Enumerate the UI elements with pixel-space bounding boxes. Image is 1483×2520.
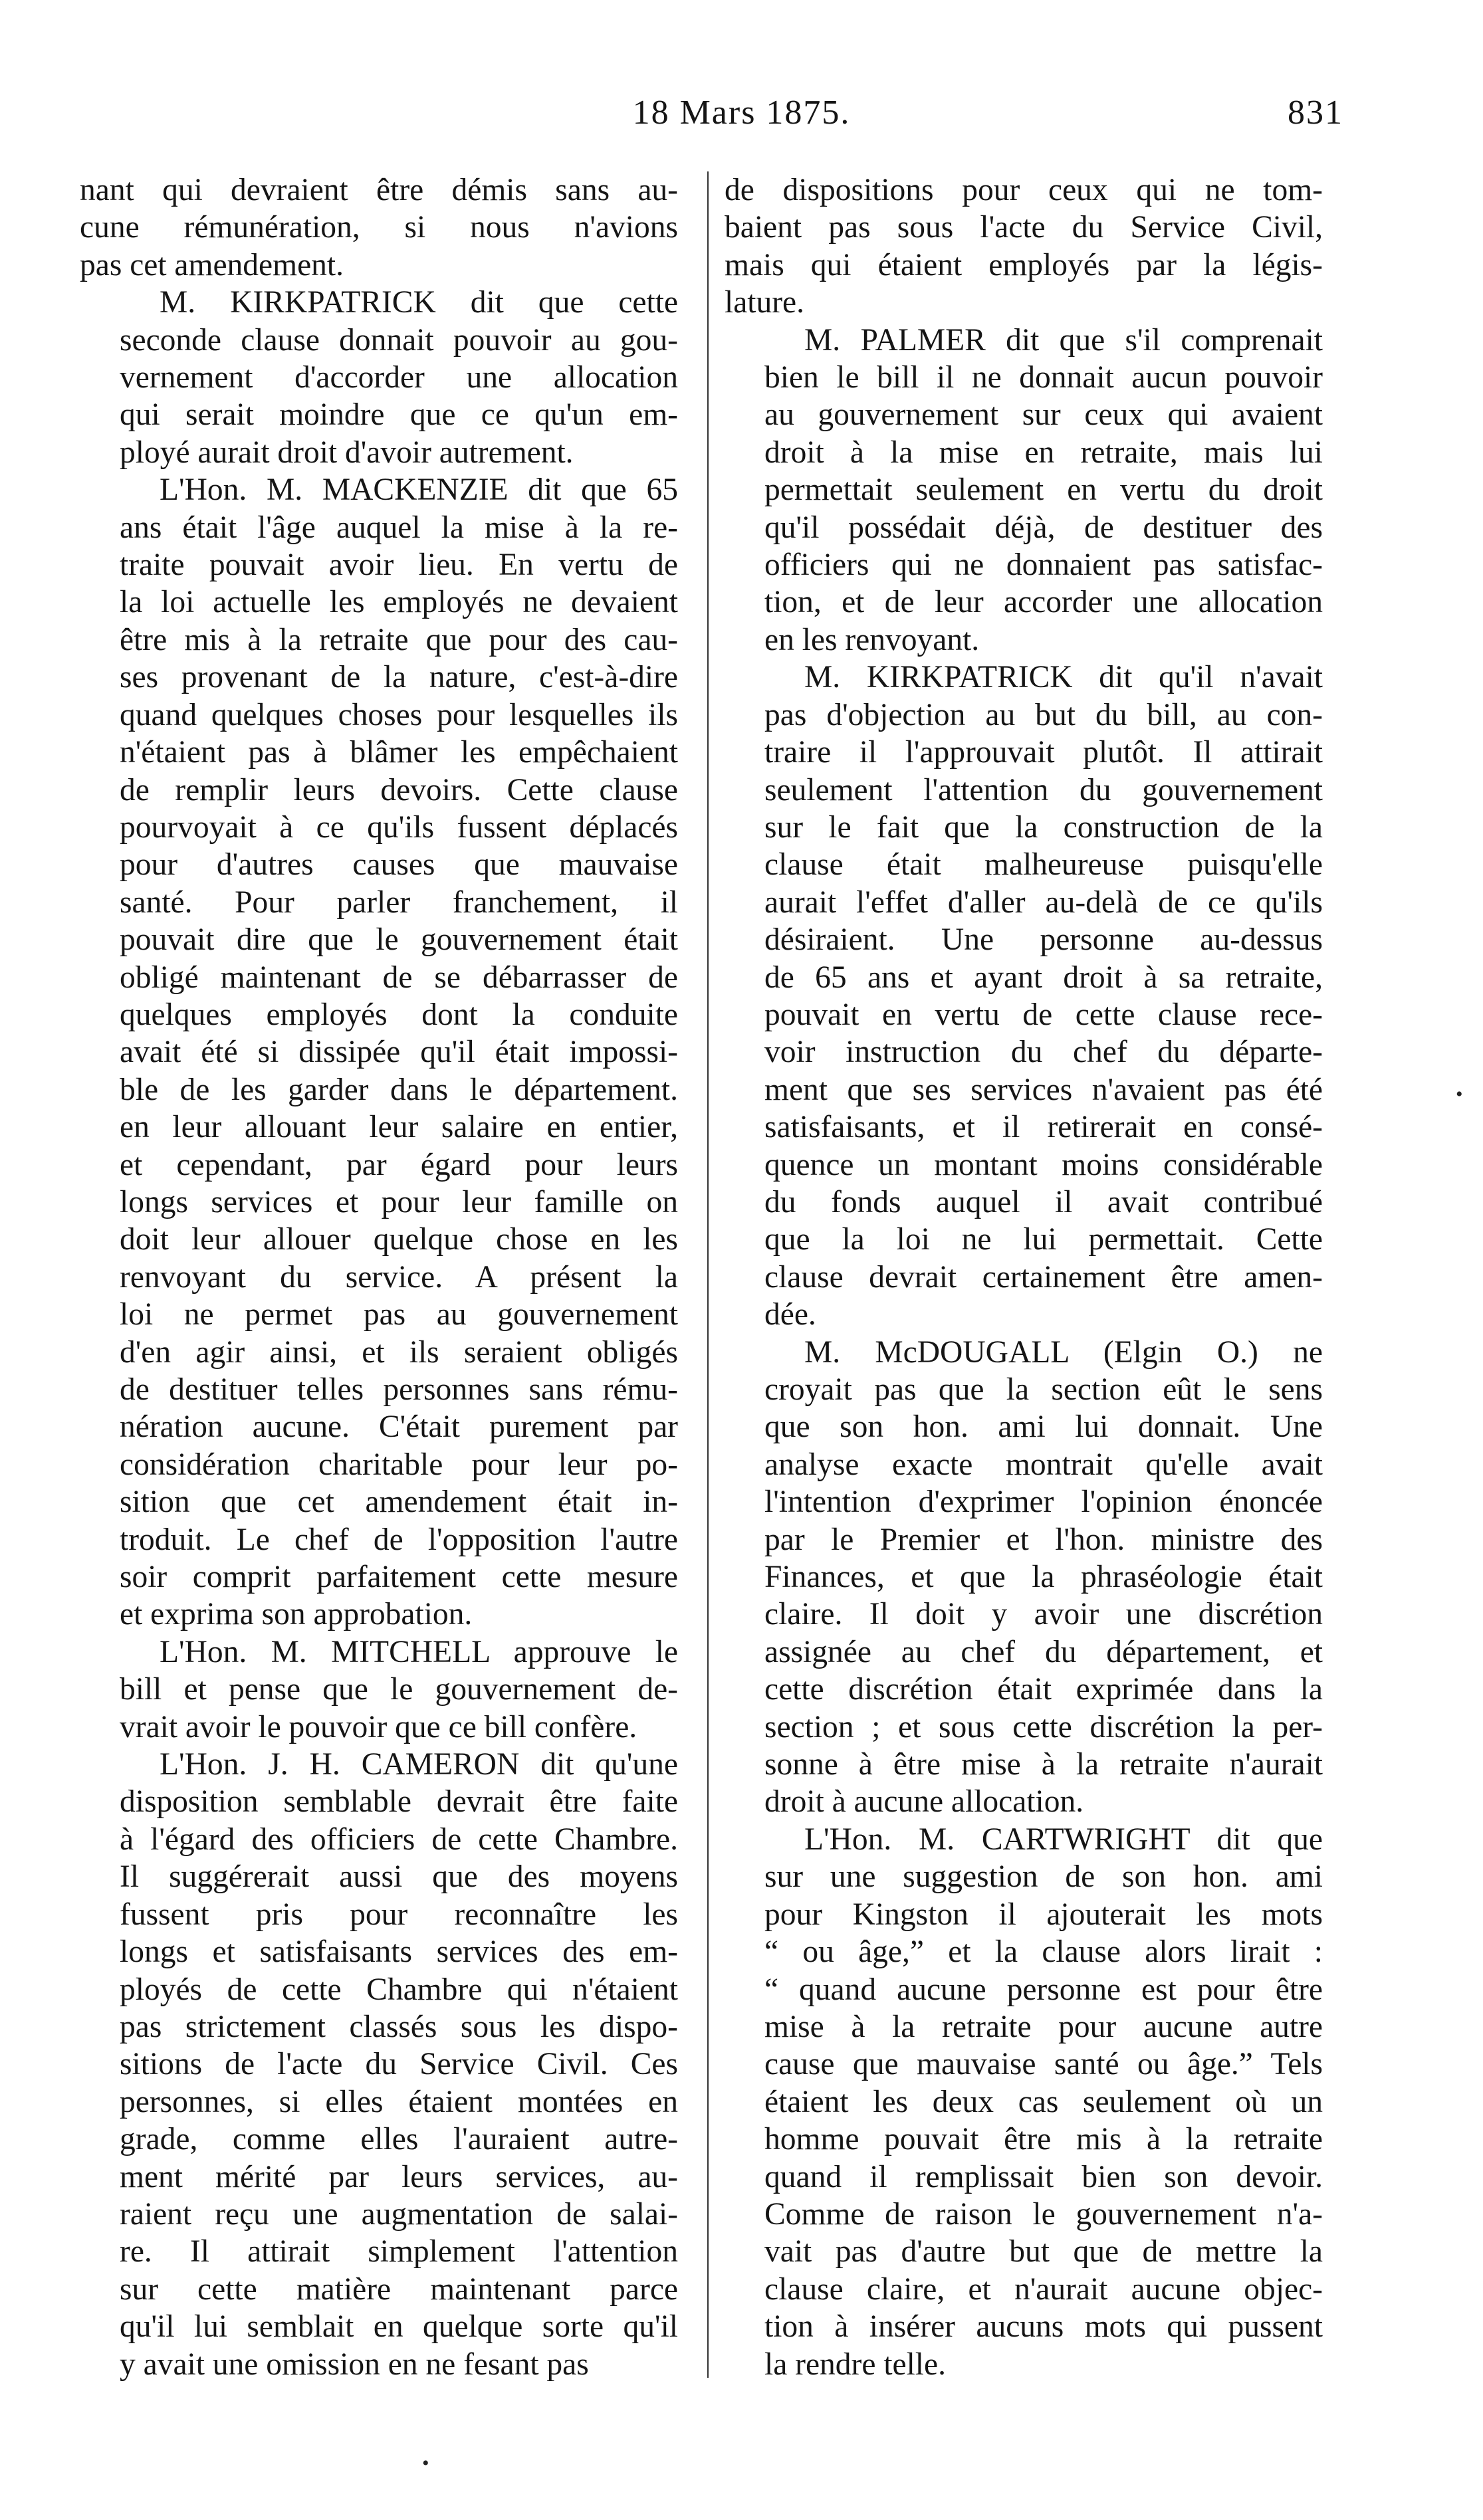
paragraph xyxy=(725,1334,1323,1821)
text-line: que son hon. ami lui donnait. Une xyxy=(764,1410,1323,1445)
text-line: l'intention d'exprimer l'opinion énoncée xyxy=(764,1485,1323,1520)
text-line: nération aucune. C'était purement par xyxy=(120,1410,678,1445)
text-line: lature. xyxy=(725,285,805,320)
text-line: soir comprit parfaitement cette mesure xyxy=(120,1560,678,1595)
left-column xyxy=(80,171,678,2383)
text-line: pour Kingston il ajouterait les mots xyxy=(764,1897,1323,1932)
text-line: d'en agir ainsi, et ils seraient obligés xyxy=(120,1334,678,1370)
text-line: traite pouvait avoir lieu. En vertu de xyxy=(120,548,678,583)
text-line: nant qui devraient être démis sans au- xyxy=(80,173,678,207)
paragraph xyxy=(80,284,678,471)
text-line: troduit. Le chef de l'opposition l'autre xyxy=(120,1522,678,1557)
text-line: santé. Pour parler franchement, il xyxy=(120,885,678,920)
text-line: à l'égard des officiers de cette Chambre. xyxy=(120,1822,678,1857)
text-line: au gouvernement sur ceux qui avaient xyxy=(764,397,1323,433)
text-line: sur une suggestion de son hon. ami xyxy=(764,1859,1323,1895)
text-line: re. Il attirait simplement l'attention xyxy=(120,2234,678,2269)
text-line: être mis à la retraite que pour des cau- xyxy=(120,622,678,657)
paragraph xyxy=(80,471,678,1633)
text-line: L'Hon. M. CARTWRIGHT dit que xyxy=(804,1822,1323,1857)
text-line: quand quelques choses pour lesquelles ils xyxy=(120,697,678,732)
text-line: par le Premier et l'hon. ministre des xyxy=(764,1522,1323,1557)
page-number: 831 xyxy=(1288,94,1343,132)
text-line: raient reçu une augmentation de salai- xyxy=(120,2196,678,2232)
text-line: et exprima son approbation. xyxy=(120,1597,473,1632)
text-line: de 65 ans et ayant droit à sa retraite, xyxy=(764,960,1323,995)
text-line: pas d'objection au but du bill, au con- xyxy=(764,697,1323,732)
paragraph xyxy=(725,171,1323,322)
text-line: dée. xyxy=(764,1297,816,1332)
text-line: qu'il possédait déjà, de destituer des xyxy=(764,510,1323,545)
text-line: la rendre telle. xyxy=(764,2347,946,2382)
text-line: “ quand aucune personne est pour être xyxy=(764,1972,1323,2007)
text-line: ses provenant de la nature, c'est-à-dire xyxy=(120,660,678,695)
text-line: analyse exacte montrait qu'elle avait xyxy=(764,1447,1323,1482)
right-column xyxy=(725,171,1323,2383)
text-line: en les renvoyant. xyxy=(764,622,980,657)
text-line: pour d'autres causes que mauvaise xyxy=(120,847,678,883)
paragraph xyxy=(80,1633,678,1746)
text-line: aurait l'effet d'aller au-delà de ce qu'ils xyxy=(764,885,1323,920)
text-line: obligé maintenant de se débarrasser de xyxy=(120,960,678,995)
text-line: désiraient. Une personne au-dessus xyxy=(764,922,1323,958)
text-line: cause que mauvaise santé ou âge.” Tels xyxy=(764,2047,1323,2082)
text-line: vernement d'accorder une allocation xyxy=(120,360,678,395)
text-line: personnes, si elles étaient montées en xyxy=(120,2084,678,2119)
text-line: clause claire, et n'aurait aucune objec- xyxy=(764,2271,1323,2307)
text-line: L'Hon. M. MACKENZIE dit que 65 xyxy=(160,472,678,508)
text-line: M. PALMER dit que s'il comprenait xyxy=(804,322,1323,358)
text-line: seconde clause donnait pouvoir au gou- xyxy=(120,322,678,358)
text-line: ble de les garder dans le département. xyxy=(120,1072,678,1107)
text-line: assignée au chef du département, et xyxy=(764,1634,1323,1669)
text-line: tion, et de leur accorder une allocation xyxy=(764,585,1323,620)
text-line: pouvait en vertu de cette clause rece- xyxy=(764,997,1323,1032)
text-line: la loi actuelle les employés ne devaient xyxy=(120,585,678,620)
text-line: y avait une omission en ne fesant pas xyxy=(120,2347,589,2382)
paragraph xyxy=(80,1746,678,2383)
text-line: que la loi ne lui permettait. Cette xyxy=(764,1222,1323,1257)
text-line: de destituer telles personnes sans rému- xyxy=(120,1372,678,1407)
text-line: étaient les deux cas seulement où un xyxy=(764,2084,1323,2119)
text-line: longs et satisfaisants services des em- xyxy=(120,1935,678,1970)
text-line: M. McDOUGALL (Elgin O.) ne xyxy=(804,1334,1323,1370)
paragraph xyxy=(725,1821,1323,2383)
text-line: cune rémunération, si nous n'avions xyxy=(80,210,678,245)
text-line: cette discrétion était exprimée dans la xyxy=(764,1672,1323,1707)
text-line: satisfaisants, et il retirerait en consé- xyxy=(764,1110,1323,1145)
text-line: en leur allouant leur salaire en entier, xyxy=(120,1110,678,1145)
text-line: bien le bill il ne donnait aucun pouvoir xyxy=(764,360,1323,395)
text-line: M. KIRKPATRICK dit qu'il n'avait xyxy=(804,660,1323,695)
text-line: sitions de l'acte du Service Civil. Ces xyxy=(120,2047,678,2082)
text-line: L'Hon. M. MITCHELL approuve le xyxy=(160,1634,678,1669)
text-line: qui serait moindre que ce qu'un em- xyxy=(120,397,678,433)
paragraph xyxy=(725,659,1323,1333)
text-line: seulement l'attention du gouvernement xyxy=(764,772,1323,807)
text-line: loi ne permet pas au gouvernement xyxy=(120,1297,678,1332)
text-line: bill et pense que le gouvernement de- xyxy=(120,1672,678,1707)
text-line: sition que cet amendement était in- xyxy=(120,1485,678,1520)
text-line: croyait pas que la section eût le sens xyxy=(764,1372,1323,1407)
text-line: pouvait dire que le gouvernement était xyxy=(120,922,678,958)
text-line: quelques employés dont la conduite xyxy=(120,997,678,1032)
text-line: droit à la mise en retraite, mais lui xyxy=(764,435,1323,470)
text-line: doit leur allouer quelque chose en les xyxy=(120,1222,678,1257)
text-line: considération charitable pour leur po- xyxy=(120,1447,678,1482)
text-line: homme pouvait être mis à la retraite xyxy=(764,2122,1323,2157)
text-line: section ; et sous cette discrétion la per- xyxy=(764,1709,1323,1744)
text-line: grade, comme elles l'auraient autre- xyxy=(120,2122,678,2157)
text-line: ployés de cette Chambre qui n'étaient xyxy=(120,1972,678,2007)
text-line: Comme de raison le gouvernement n'a- xyxy=(764,2196,1323,2232)
text-line: pas cet amendement. xyxy=(80,247,344,282)
text-line: et cependant, par égard pour leurs xyxy=(120,1147,678,1182)
text-line: traire il l'approuvait plutôt. Il attirait xyxy=(764,735,1323,770)
paragraph xyxy=(725,322,1323,659)
text-line: n'étaient pas à blâmer les empêchaient xyxy=(120,735,678,770)
text-line: mais qui étaient employés par la légis- xyxy=(725,247,1323,282)
text-line: longs services et pour leur famille on xyxy=(120,1184,678,1219)
text-line: du fonds auquel il avait contribué xyxy=(764,1184,1323,1219)
text-line: vait pas d'autre but que de mettre la xyxy=(764,2234,1323,2269)
footer-dot: • xyxy=(422,2452,429,2474)
page-date: 18 Mars 1875. xyxy=(632,94,851,132)
text-line: clause devrait certainement être amen- xyxy=(764,1259,1323,1295)
text-line: ployé aurait droit d'avoir autrement. xyxy=(120,435,574,470)
text-line: vrait avoir le pouvoir que ce bill confère. xyxy=(120,1709,637,1744)
text-line: quence un montant moins considérable xyxy=(764,1147,1323,1182)
text-line: voir instruction du chef du départe- xyxy=(764,1035,1323,1070)
text-line: claire. Il doit y avoir une discrétion xyxy=(764,1597,1323,1632)
text-line: sur le fait que la construction de la xyxy=(764,809,1323,845)
text-line: baient pas sous l'acte du Service Civil, xyxy=(725,210,1323,245)
text-line: tion à insérer aucuns mots qui pussent xyxy=(764,2309,1323,2345)
page-header xyxy=(0,93,1483,146)
column-divider xyxy=(707,171,709,2378)
text-line: pas strictement classés sous les dispo- xyxy=(120,2009,678,2044)
text-line: ment mérité par leurs services, au- xyxy=(120,2159,678,2194)
text-line: de dispositions pour ceux qui ne tom- xyxy=(725,173,1323,207)
text-line: droit à aucune allocation. xyxy=(764,1784,1084,1820)
text-line: disposition semblable devrait être faite xyxy=(120,1784,678,1820)
text-line: M. KIRKPATRICK dit que cette xyxy=(160,285,678,320)
text-line: L'Hon. J. H. CAMERON dit qu'une xyxy=(160,1747,678,1782)
text-line: ans était l'âge auquel la mise à la re- xyxy=(120,510,678,545)
text-line: quand il remplissait bien son devoir. xyxy=(764,2159,1323,2194)
text-line: sur cette matière maintenant parce xyxy=(120,2271,678,2307)
text-line: Finances, et que la phraséologie était xyxy=(764,1560,1323,1595)
text-line: officiers qui ne donnaient pas satisfac- xyxy=(764,548,1323,583)
text-line: renvoyant du service. A présent la xyxy=(120,1259,678,1295)
text-line: de remplir leurs devoirs. Cette clause xyxy=(120,772,678,807)
text-line: avait été si dissipée qu'il était impossi- xyxy=(120,1035,678,1070)
text-line: clause était malheureuse puisqu'elle xyxy=(764,847,1323,883)
text-line: ment que ses services n'avaient pas été xyxy=(764,1072,1323,1107)
text-line: fussent pris pour reconnaître les xyxy=(120,1897,678,1932)
paragraph xyxy=(80,171,678,284)
text-line: permettait seulement en vertu du droit xyxy=(764,472,1323,508)
text-line: sonne à être mise à la retraite n'aurait xyxy=(764,1747,1323,1782)
text-line: qu'il lui semblait en quelque sorte qu'il xyxy=(120,2309,678,2345)
text-line: pourvoyait à ce qu'ils fussent déplacés xyxy=(120,809,678,845)
text-line: Il suggérerait aussi que des moyens xyxy=(120,1859,678,1895)
text-line: “ ou âge,” et la clause alors lirait : xyxy=(764,1935,1323,1970)
margin-dot: • xyxy=(1456,1083,1463,1105)
text-line: mise à la retraite pour aucune autre xyxy=(764,2009,1323,2044)
